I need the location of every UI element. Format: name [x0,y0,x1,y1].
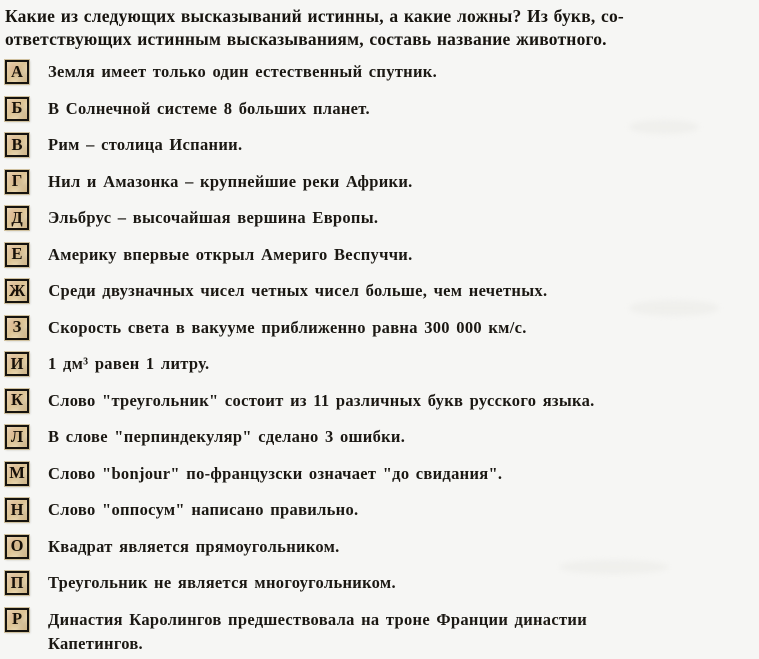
letter-tile-m: М [5,462,29,486]
statement-row-z [5,316,754,340]
statement-row-p [5,571,754,595]
statement-text-o: Квадрат является прямоугольником. [48,536,340,556]
letter-tile-n: Н [5,498,29,522]
statement-row-a [5,60,754,84]
letter-tile-p: П [5,571,29,595]
statement-text-a: Земля имеет только один естественный спутник. [48,62,438,81]
letter-tile-d: Д [5,206,29,230]
statement-text-p: Треугольник не является многоугольником. [48,573,396,592]
statement-text-v: Рим – столица Испании. [48,135,243,154]
statement-text-d: Эльбрус – высочайшая вершина Европы. [48,208,379,227]
letter-tile-o: О [5,535,29,559]
statement-text-r: Династия Каролингов предшествовала на троне Франции династии Капетингов. [48,609,588,653]
statement-text-zh: Среди двузначных чисел четных чисел больше, чем нечетных. [48,281,548,300]
statement-row-l [5,425,754,449]
letter-tile-b: Б [5,97,29,121]
statement-row-zh [5,279,754,303]
letter-tile-e: Е [5,243,29,267]
statement-row-d [5,206,754,230]
letter-tile-i: И [5,352,29,376]
letter-tile-l: Л [5,425,29,449]
task-instruction-line2: ответствующих истинным высказываниям, составь название животного. [5,29,607,49]
task-instruction [5,5,754,51]
statement-text-n: Слово "оппосум" написано правильно. [48,500,359,519]
statement-text-g: Нил и Амазонка – крупнейшие реки Африки. [48,171,413,191]
statement-text-b: В Солнечной системе 8 больших планет. [48,98,370,118]
letter-tile-g: Г [5,170,29,194]
statement-text-i: 1 дм³ равен 1 литру. [48,354,210,373]
statement-row-o [5,535,754,559]
statement-row-b [5,97,754,121]
task-instruction-line1: Какие из следующих высказываний истинны, а какие ложны? Из букв, со- [5,6,624,26]
letter-tile-zh: Ж [5,279,29,303]
statement-row-v [5,133,754,157]
letter-tile-k: К [5,389,29,413]
statement-row-i [5,352,754,376]
letter-tile-r: Р [5,608,29,632]
statement-row-k [5,389,754,413]
statement-row-g [5,170,754,194]
statement-row-m [5,462,754,486]
statement-text-e: Америку впервые открыл Америго Веспуччи. [48,244,413,264]
letter-tile-v: В [5,133,29,157]
statement-row-e [5,243,754,267]
statement-text-m: Слово "bonjour" по-французски означает "до свидания". [48,463,503,483]
statement-row-r [5,608,754,656]
letter-tile-a: А [5,60,29,84]
statement-list [5,60,754,656]
statement-text-l: В слове "перпиндекуляр" сделано 3 ошибки. [48,427,406,446]
letter-tile-z: З [5,316,29,340]
statement-text-k: Слово "треугольник" состоит из 11 различных букв русского языка. [48,390,595,410]
statement-row-n [5,498,754,522]
statement-text-z: Скорость света в вакууме приближенно равна 300 000 км/с. [48,317,527,337]
